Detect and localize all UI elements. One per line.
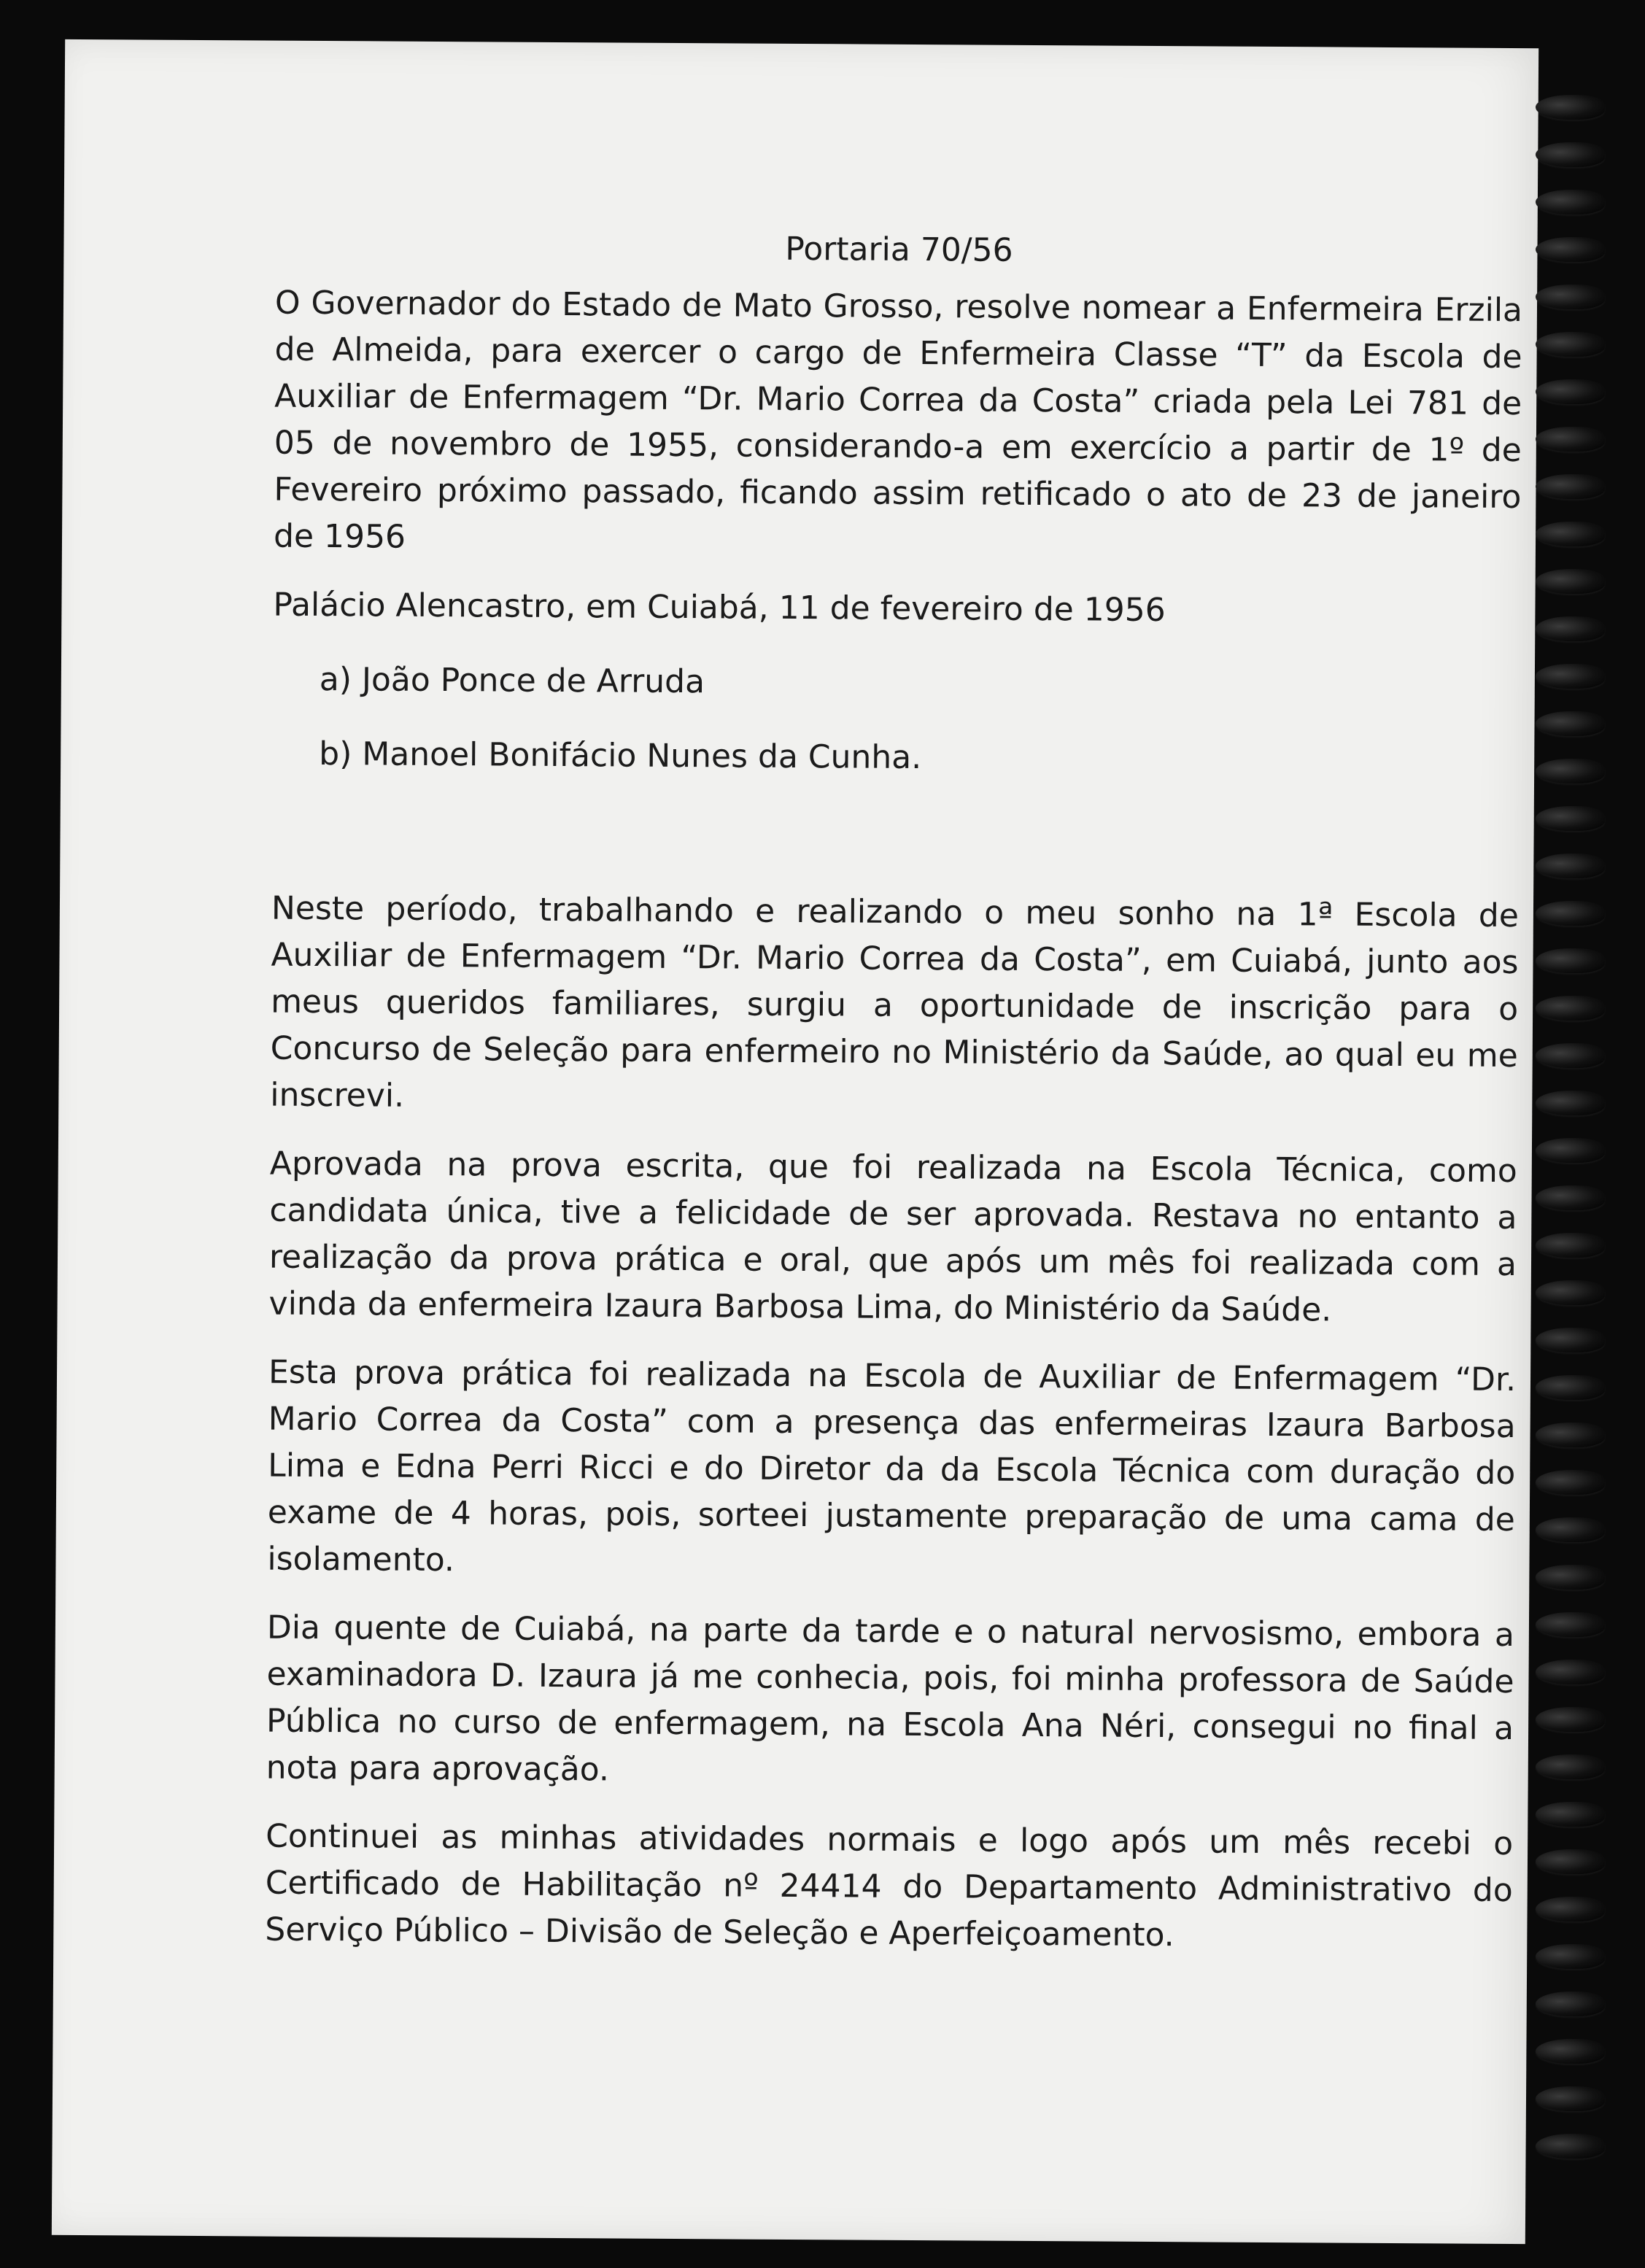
- spiral-coil: [1536, 664, 1605, 689]
- spiral-coil: [1536, 474, 1605, 499]
- spiral-coil: [1536, 427, 1605, 452]
- spiral-coil: [1536, 1517, 1605, 1542]
- spiral-coil: [1536, 1423, 1605, 1447]
- spiral-coil: [1536, 1660, 1605, 1684]
- spiral-coil: [1536, 2039, 1605, 2064]
- spiral-coil: [1536, 1944, 1605, 1969]
- spiral-coil: [1536, 190, 1605, 214]
- spiral-coil: [1536, 901, 1605, 926]
- document-page: [52, 39, 1538, 2244]
- spiral-coil: [1536, 1849, 1605, 1874]
- paragraph-5: Continuei as minhas atividades normais e logo após um mês recebi o Certificado de Habilitação nº 24414 do Departamento Administrativo do Serviço Público – Divisão de Seleção e Aperfeiçoamento.: [265, 1817, 1514, 1954]
- paragraph-3: Esta prova prática foi realizada na Escola de Auxiliar de Enfermagem “Dr. Mario Correa da Costa” com a presença das enfermeiras Izaura Barbosa Lima e Edna Perri Ricci e do Diretor da da Escola Técnica com duração do exame de 4 horas, pois, sorteei justamente preparação de uma cama de isolamento.: [267, 1353, 1517, 1579]
- spiral-binding: [1536, 95, 1616, 2210]
- spiral-coil: [1536, 1707, 1605, 1732]
- spiral-coil: [1536, 1185, 1605, 1210]
- spiral-coil: [1536, 142, 1605, 167]
- spiral-coil: [1536, 237, 1605, 262]
- spiral-coil: [1536, 711, 1605, 736]
- spiral-coil: [1536, 1754, 1605, 1779]
- paragraph-2: Aprovada na prova escrita, que foi realizada na Escola Técnica, como candidata única, tive a felicidade de ser aprovada. Restava no entanto a realização da prova prática e oral, que após um mês foi realizada com a vinda da enfermeira Izaura Barbosa Lima, do Ministério da Saúde.: [268, 1145, 1517, 1329]
- spiral-coil: [1536, 1138, 1605, 1163]
- spiral-coil: [1536, 1802, 1605, 1827]
- spiral-coil: [1536, 759, 1605, 783]
- place-date: Palácio Alencastro, em Cuiabá, 11 de fevereiro de 1956: [273, 586, 1166, 630]
- spiral-coil: [1536, 1328, 1605, 1352]
- spiral-coil: [1536, 2086, 1605, 2111]
- spiral-coil: [1536, 1043, 1605, 1068]
- decree-paragraph: O Governador do Estado de Mato Grosso, resolve nomear a Enfermeira Erzila de Almeida, para exercer o cargo de Enfermeira Classe “T” da Escola de Auxiliar de Enfermagem “Dr. Mario Correa da Costa” criada pela Lei 781 de 05 de novembro de 1955, considerando-a em exercício a partir de 1º de Fevereiro próximo passado, ficando assim retificado o ato de 23 de janeiro de 1956: [273, 284, 1523, 556]
- spiral-coil: [1536, 1992, 1605, 2016]
- paragraph-1: Neste período, trabalhando e realizando o meu sonho na 1ª Escola de Auxiliar de Enfermagem “Dr. Mario Correa da Costa”, em Cuiabá, junto aos meus queridos familiares, surgiu a oportunidade de inscrição para o Concurso de Seleção para enfermeiro no Ministério da Saúde, ao qual eu me inscrevi.: [270, 889, 1520, 1115]
- document-content: [265, 223, 1523, 1983]
- spiral-coil: [1536, 948, 1605, 973]
- spiral-coil: [1536, 379, 1605, 404]
- spiral-coil: [1536, 1470, 1605, 1495]
- spiral-coil: [1536, 806, 1605, 831]
- spiral-coil: [1536, 1233, 1605, 1258]
- spiral-coil: [1536, 2134, 1605, 2159]
- section-spacer: [271, 805, 1520, 893]
- paragraph-4: Dia quente de Cuiabá, na parte da tarde e o natural nervosismo, embora a examinadora D. Izaura já me conhecia, pois, foi minha professora de Saúde Pública no curso de enfermagem, na Escola Ana Néri, consegui no final a nota para aprovação.: [266, 1609, 1515, 1789]
- spiral-coil: [1536, 1375, 1605, 1400]
- spiral-coil: [1536, 285, 1605, 309]
- spiral-coil: [1536, 569, 1605, 594]
- signatory-b: b) Manoel Bonifácio Nunes da Cunha.: [319, 735, 922, 777]
- signatory-a: a) João Ponce de Arruda: [319, 661, 705, 701]
- spiral-coil: [1536, 854, 1605, 878]
- spiral-coil: [1536, 95, 1605, 120]
- spiral-coil: [1536, 1612, 1605, 1637]
- document-title: Portaria 70/56: [785, 230, 1013, 269]
- spiral-coil: [1536, 1897, 1605, 1921]
- spiral-coil: [1536, 1091, 1605, 1115]
- spiral-coil: [1536, 1280, 1605, 1305]
- spiral-coil: [1536, 522, 1605, 546]
- spiral-coil: [1536, 1565, 1605, 1590]
- spiral-coil: [1536, 996, 1605, 1021]
- spiral-coil: [1536, 332, 1605, 357]
- spiral-coil: [1536, 616, 1605, 641]
